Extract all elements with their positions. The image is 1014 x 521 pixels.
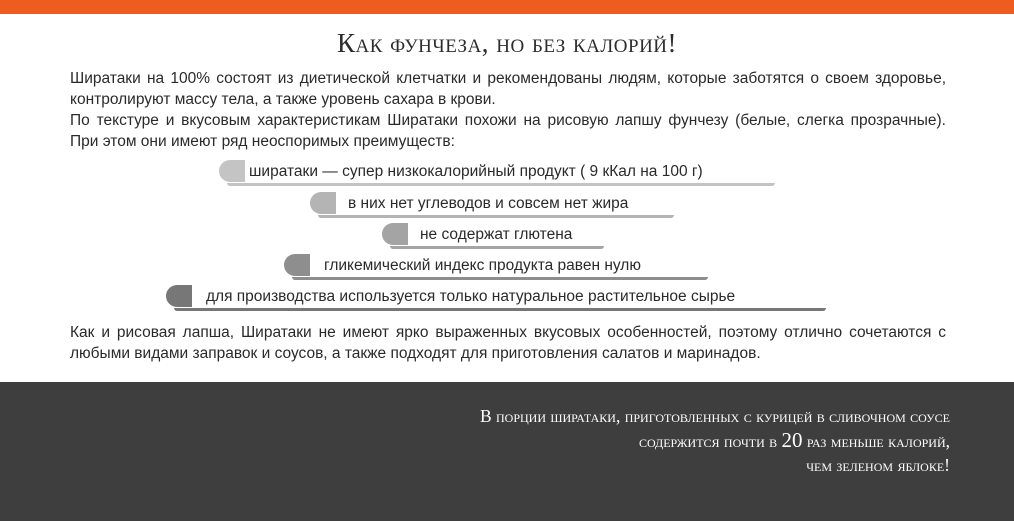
benefit-item [166,283,826,313]
footer-panel [0,382,1014,521]
benefit-item [382,221,604,251]
benefit-underline [318,215,674,218]
benefit-item [219,158,775,188]
footer-line-2 [480,428,950,453]
page-title: Как фунчеза, но без калорий! [336,28,678,58]
benefit-text: для производства используется только натуральное растительное сырье [206,288,736,305]
benefit-bullet [382,223,408,245]
footer-line-1: В порции ширатаки, приготовленных с курицей в сливочном соусе [479,406,950,426]
benefit-bullet [284,254,310,276]
benefit-text: ширатаки — супер низкокалорийный продукт ( 9 кКал на 100 г) [249,163,703,180]
footer-line-2-end: раз меньше калорий, [806,431,950,451]
top-accent-bar [0,0,1014,14]
benefit-underline [390,246,604,249]
benefit-underline [292,277,708,280]
benefit-item [284,252,708,282]
benefit-text: гликемический индекс продукта равен нулю [324,257,641,274]
benefit-bullet [219,160,245,182]
benefit-underline [227,183,775,186]
benefit-bullet [166,285,192,307]
intro-paragraph-1: Ширатаки на 100% состоят из диетической клетчатки и рекомендованы людям, которые заботятся о своем здоровье, контролируют массу тела, а также уровень сахара в крови. [70,70,946,108]
footer-line-3: чем зеленом яблоке! [806,455,950,475]
benefit-underline [174,308,826,311]
footer-highlight-number: 20 [781,428,803,452]
footer-line-2-start: содержится почти в [638,431,778,451]
footer-callout [480,404,950,477]
benefit-item [310,190,674,220]
benefit-bullet [310,192,336,214]
benefit-text: в них нет углеводов и совсем нет жира [348,195,629,212]
intro-paragraph-2: По текстуре и вкусовым характеристикам Ширатаки похожи на рисовую лапшу фунчезу (белые, слегка прозрачные). При этом они имеют ряд неоспоримых преимуществ: [70,112,946,150]
outro-paragraph: Как и рисовая лапша, Ширатаки не имеют ярко выраженных вкусовых особенностей, поэтому отлично сочетаются с любыми видами заправок и соусов, а также подходят для приготовления салатов и маринадов. [70,324,946,362]
benefit-text: не содержат глютена [420,226,573,243]
